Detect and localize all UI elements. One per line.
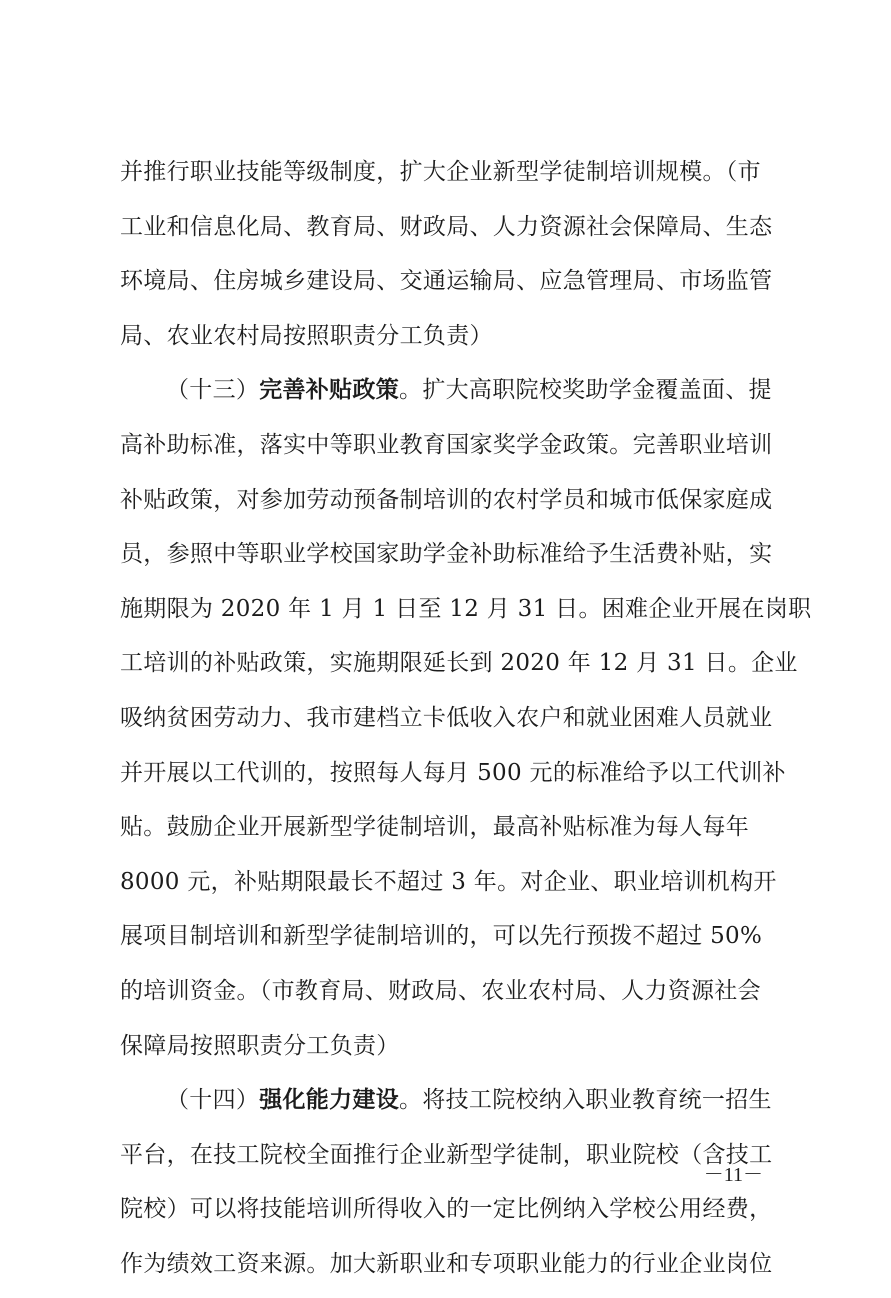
text-line: 员，参照中等职业学校国家助学金补助标准给予生活费补贴，实 xyxy=(120,541,773,568)
text-line: 平台，在技工院校全面推行企业新型学徒制，职业院校（含技工 xyxy=(120,1141,773,1168)
text-line: 作为绩效工资来源。加大新职业和专项职业能力的行业企业岗位 xyxy=(120,1250,773,1277)
text-line: 工培训的补贴政策，实施期限延长到 2020 年 12 月 31 日。企业 xyxy=(120,650,798,677)
text-line: 环境局、住房城乡建设局、交通运输局、应急管理局、市场监管 xyxy=(120,268,773,295)
text-line: 的培训资金。（市教育局、财政局、农业农村局、人力资源社会 xyxy=(120,977,761,1004)
section-13-number: （十三） xyxy=(166,377,260,404)
text-line: 吸纳贫困劳动力、我市建档立卡低收入农户和就业困难人员就业 xyxy=(120,704,773,731)
section-13-text: 。扩大高职院校奖助学金覆盖面、提 xyxy=(399,377,772,404)
section-14-number: （十四） xyxy=(166,1087,260,1114)
text-line: 保障局按照职责分工负责） xyxy=(120,1032,400,1059)
text-line: 展项目制培训和新型学徒制培训的，可以先行预拨不超过 50% xyxy=(120,923,763,950)
text-line: 院校）可以将技能培训所得收入的一定比例纳入学校公用经费， xyxy=(120,1196,773,1223)
section-14-heading-line xyxy=(120,1080,780,1135)
text-line: 贴。鼓励企业开展新型学徒制培训，最高补贴标准为每人每年 xyxy=(120,814,750,841)
section-13-heading-line xyxy=(120,370,780,425)
section-14-text: 。将技工院校纳入职业教育统一招生 xyxy=(399,1087,772,1114)
page-number: －11－ xyxy=(703,1164,763,1186)
text-line: 局、农业农村局按照职责分工负责） xyxy=(120,322,493,349)
text-line: 并开展以工代训的，按照每人每月 500 元的标准给予以工代训补 xyxy=(120,759,786,786)
text-line: 并推行职业技能等级制度，扩大企业新型学徒制培训规模。（市 xyxy=(120,159,761,185)
body-text xyxy=(120,152,812,1298)
section-13-title: 完善补贴政策 xyxy=(259,376,400,404)
text-line: 8000 元，补贴期限最长不超过 3 年。对企业、职业培训机构开 xyxy=(120,868,777,895)
section-14-title: 强化能力建设 xyxy=(259,1086,400,1114)
text-line: 工业和信息化局、教育局、财政局、人力资源社会保障局、生态 xyxy=(120,213,773,240)
text-line: 高补助标准，落实中等职业教育国家奖学金政策。完善职业培训 xyxy=(120,431,773,458)
text-line: 补贴政策，对参加劳动预备制培训的农村学员和城市低保家庭成 xyxy=(120,486,773,513)
text-line: 施期限为 2020 年 1 月 1 日至 12 月 31 日。困难企业开展在岗职 xyxy=(120,595,812,622)
